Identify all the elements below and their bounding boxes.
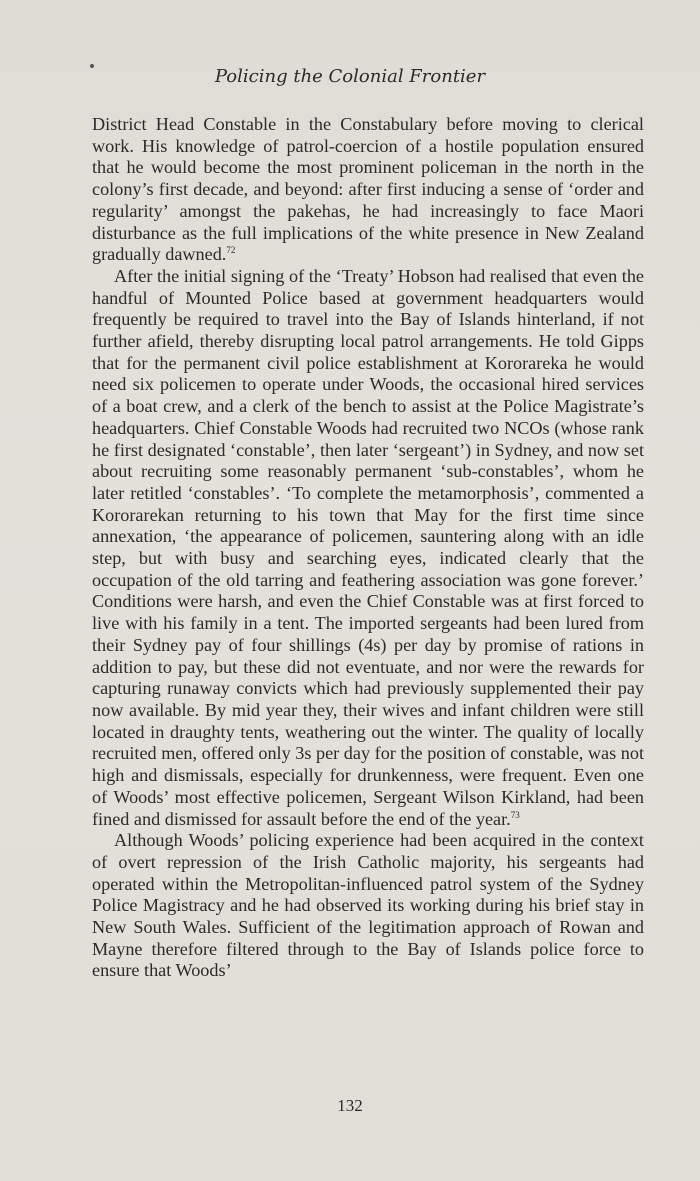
- paragraph-text: District Head Constable in the Constabulary before moving to clerical work. His knowledge of patrol-coercion of a hostile population ensured that he would become the most prominent policeman in the north in the colony’s first decade, and beyond: after first inducing a sense of ‘order and regularity’ amongst the pakehas, he had increasingly to face Maori disturbance as the full implications of the white presence in New Zealand gradually dawned.: [92, 114, 644, 265]
- paragraph-text: After the initial signing of the ‘Treaty’ Hobson had realised that even the handful of Mounted Police based at government headquarters would frequently be required to travel into the Bay of Islands hinterland, if not further afield, thereby disrupting local patrol arrangements. He told Gipps that for the permanent civil police establishment at Kororareka he would need six policemen to operate under Woods, the occasional hired services of a boat crew, and a clerk of the bench to assist at the Police Magistrate’s headquarters. Chief Constable Woods had recruited two NCOs (whose rank he first designated ‘constable’, then later ‘sergeant’) in Sydney, and now set about recruiting some reasonably permanent ‘sub-constables’, whom he later retitled ‘constables’. ‘To complete the metamorphosis’, commented a Kororarekan returning to his town that May for the first time since annexation, ‘the appearance of policemen, sauntering along with an idle step, but with busy and searching eyes, indicated clearly that the occupation of the old tarring and feathering association was gone forever.’ Conditions were harsh, and even the Chief Constable was at first forced to live with his family in a tent. The imported sergeants had been lured from their Sydney pay of four shillings (4s) per day by promise of rations in addition to pay, but these did not eventuate, and nor were the rewards for capturing runaway convicts which had previously supplemented their pay now available. By mid year they, their wives and infant children were still located in draughty tents, weathering out the winter. The quality of locally recruited men, offered only 3s per day for the position of constable, was not high and dismissals, especially for drunkenness, were frequent. Even one of Woods’ most effective policemen, Sergeant Wilson Kirkland, had been fined and dismissed for assault before the end of the year.: [92, 265, 644, 829]
- running-head: Policing the Colonial Frontier: [214, 66, 486, 87]
- body-text: [92, 114, 644, 982]
- paragraph-2: [92, 266, 644, 830]
- page-number: 132: [337, 1096, 363, 1115]
- paragraph-1: [92, 114, 644, 266]
- paragraph-3: [92, 830, 644, 982]
- footnote-marker: 72: [226, 245, 236, 256]
- paragraph-text: Although Woods’ policing experience had been acquired in the context of overt repression of the Irish Catholic majority, his sergeants had operated within the Metropolitan-influenced patrol system of the Sydney Police Magistracy and he had observed its working during his brief stay in New South Wales. Sufficient of the legitimation approach of Rowan and Mayne therefore filtered through to the Bay of Islands police force to ensure that Woods’: [92, 830, 644, 981]
- footnote-marker: 73: [510, 809, 520, 820]
